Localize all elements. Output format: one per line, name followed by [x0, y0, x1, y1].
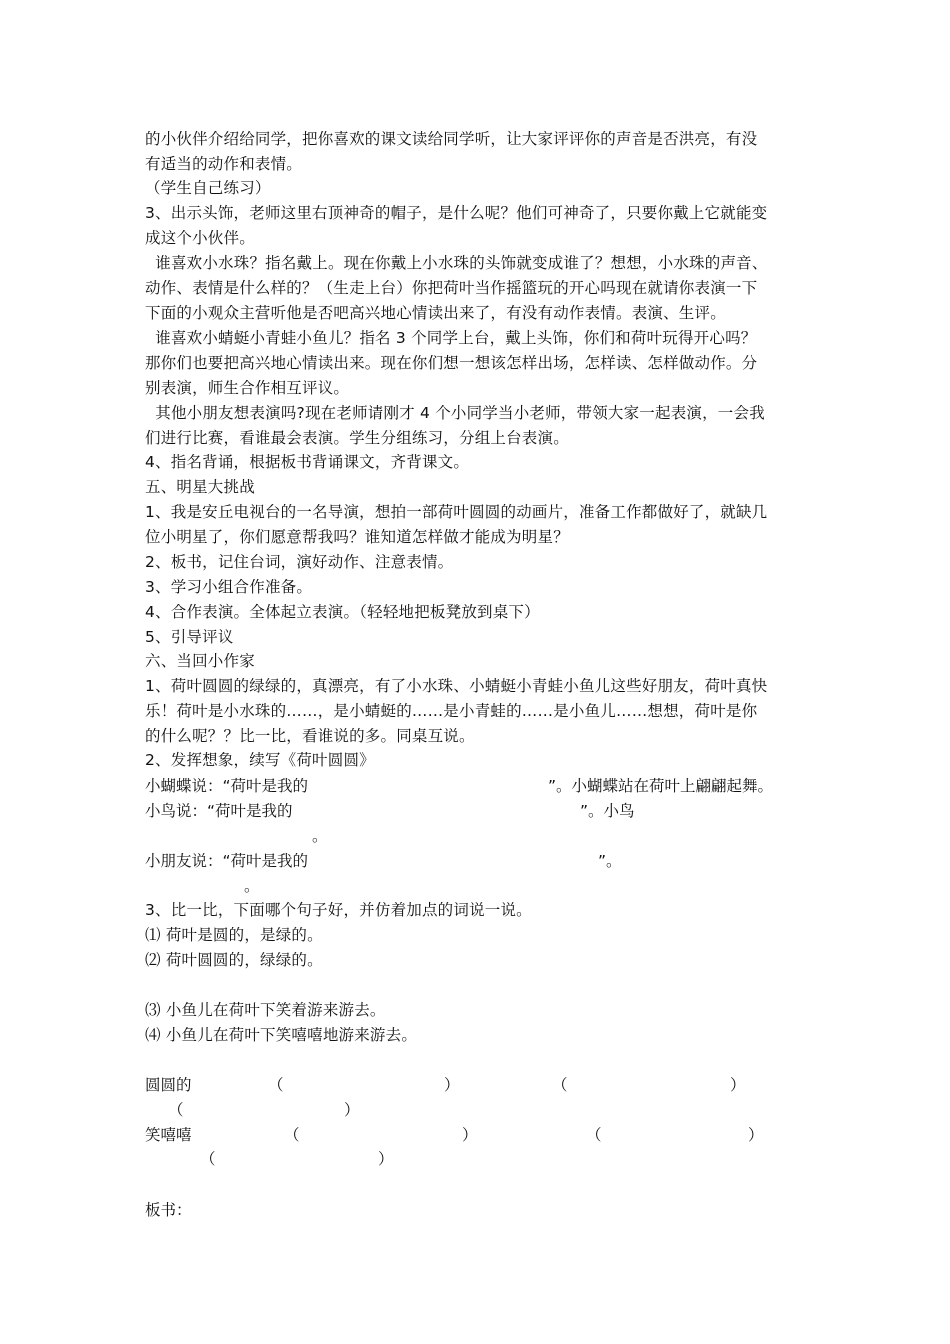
text-line: 位小明星了，你们愿意帮我吗？谁知道怎样做才能成为明星？: [145, 528, 569, 546]
kid-prompt: 小朋友说：“荷叶是我的: [145, 852, 309, 870]
paren-close: ）: [344, 1101, 360, 1119]
text-line: 谁喜欢小水珠？指名戴上。现在你戴上小水珠的头饰就变成谁了？想想，小水珠的声音、: [145, 254, 768, 272]
text-line: 的什么呢？？比一比，看谁说的多。同桌互说。: [145, 727, 475, 745]
text-line: 谁喜欢小蜻蜓小青蛙小鱼儿？指名 3 个同学上台，戴上头饰，你们和荷叶玩得开心吗？: [145, 329, 757, 347]
bird-prompt-end: ”。小鸟: [580, 802, 635, 820]
text-line: 1、我是安丘电视台的一名导演，想拍一部荷叶圆圆的动画片，准备工作都做好了，就缺几: [145, 503, 768, 521]
text-line: 的小伙伴介绍给同学，把你喜欢的课文读给同学听，让大家评评你的声音是否洪亮，有没: [145, 130, 758, 148]
exercise-word-2: 笑嘻嘻: [145, 1126, 192, 1144]
compare-heading: 3、比一比，下面哪个句子好，并仿着加点的词说一说。: [145, 901, 532, 919]
text-line: 1、荷叶圆圆的绿绿的，真漂亮，有了小水珠、小蜻蜓小青蛙小鱼儿这些好朋友，荷叶真快: [145, 677, 768, 695]
text-line: （学生自己练习）: [145, 179, 271, 197]
text-line: 别表演，师生合作相互评议。: [145, 379, 350, 397]
paren-open: （: [168, 1101, 184, 1119]
paren-close: ）: [444, 1076, 460, 1094]
text-line: 3、出示头饰，老师这里右顶神奇的帽子，是什么呢？他们可神奇了，只要你戴上它就能变: [145, 204, 768, 222]
text-line: 5、引导评议: [145, 628, 234, 646]
paren-open: （: [552, 1076, 568, 1094]
text-line: 成这个小伙伴。: [145, 229, 255, 247]
sentence-1: ⑴ 荷叶是圆的，是绿的。: [145, 926, 323, 944]
butterfly-prompt: 小蝴蝶说：“荷叶是我的: [145, 777, 309, 795]
text-line: 2、板书，记住台词，演好动作、注意表情。: [145, 553, 454, 571]
exercise-word-1: 圆圆的: [145, 1076, 192, 1094]
bird-blank-dot: 。: [312, 827, 328, 845]
sentence-2: ⑵ 荷叶圆圆的，绿绿的。: [145, 951, 323, 969]
text-line: 乐！荷叶是小水珠的……，是小蜻蜓的……是小青蛙的……是小鱼儿……想想，荷叶是你: [145, 702, 758, 720]
text-line: 们进行比赛，看谁最会表演。学生分组练习，分组上台表演。: [145, 429, 569, 447]
bird-prompt: 小鸟说：“荷叶是我的: [145, 802, 293, 820]
section-heading: 六、当回小作家: [145, 652, 255, 670]
text-line: 下面的小观众主营听他是否吧高兴地心情读出来了，有没有动作表情。表演、生评。: [145, 304, 726, 322]
text-line: 其他小朋友想表演吗?现在老师请刚才 4 个小同学当小老师，带领大家一起表演，一会我: [145, 404, 765, 422]
kid-blank-dot: 。: [244, 877, 260, 895]
sentence-3: ⑶ 小鱼儿在荷叶下笑着游来游去。: [145, 1001, 386, 1019]
butterfly-prompt-end: ”。小蝴蝶站在荷叶上翩翩起舞。: [548, 777, 774, 795]
section-heading: 五、明星大挑战: [145, 478, 255, 496]
paren-open: （: [284, 1126, 300, 1144]
text-line: 3、学习小组合作准备。: [145, 578, 313, 596]
text-line: 有适当的动作和表情。: [145, 155, 303, 173]
paren-close: ）: [748, 1126, 764, 1144]
paren-close: ）: [730, 1076, 746, 1094]
paren-open: （: [586, 1126, 602, 1144]
paren-open: （: [268, 1076, 284, 1094]
kid-prompt-end: ”。: [598, 852, 622, 870]
text-line: 4、指名背诵，根据板书背诵课文，齐背课文。: [145, 453, 470, 471]
sentence-4: ⑷ 小鱼儿在荷叶下笑嘻嘻地游来游去。: [145, 1026, 418, 1044]
text-line: 4、合作表演。全体起立表演。（轻轻地把板凳放到桌下）: [145, 603, 540, 621]
text-line: 2、发挥想象，续写《荷叶圆圆》: [145, 751, 375, 769]
board-label: 板书：: [145, 1201, 192, 1219]
paren-open: （: [200, 1150, 216, 1168]
text-line: 那你们也要把高兴地心情读出来。现在你们想一想该怎样出场，怎样读、怎样做动作。分: [145, 354, 758, 372]
paren-close: ）: [462, 1126, 478, 1144]
text-line: 动作、表情是什么样的？（生走上台）你把荷叶当作摇篮玩的开心吗现在就请你表演一下: [145, 279, 758, 297]
paren-close: ）: [378, 1150, 394, 1168]
